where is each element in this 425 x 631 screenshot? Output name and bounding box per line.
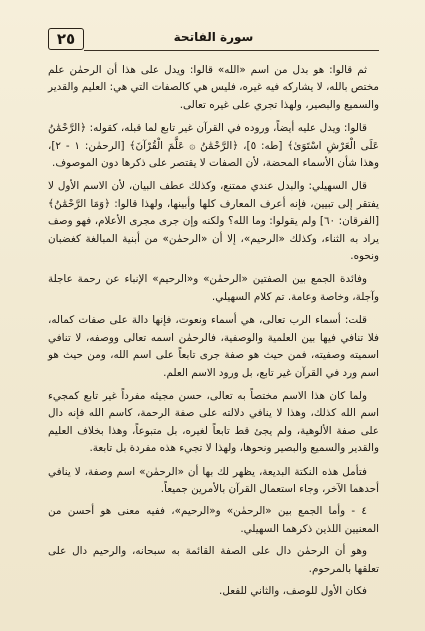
paragraph: قال السهيلي: والبدل عندي ممتنع، وكذلك عطف البيان، لأن الاسم الأول لا يفتقر إلى تبيين، فإنه أعرف المعارف كلها وأبينها، ولهذا قالوا: ﴿وَمَا الرَّحْمَٰنُ﴾ [الفرقان: ٦٠] ولم يقولوا: وما الله؟ ولكنه وإن جرى مجرى الأعلام، فهو وصف يراد به الثناء، وكذلك «الرحيم»، إلا أن «الرحمٰن» من أبنية المبالغة كغضبان ونحوه. (48, 180, 380, 263)
paragraph: وفائدة الجمع بين الصفتين «الرحمٰن» و«الرحيم» الإنباء عن رحمة عاجلة وآجلة، وخاصة وعامة. تم كلام السهيلي. (48, 273, 379, 303)
paragraph: فتأمل هذه النكتة البديعة، يظهر لك بها أن «الرحمٰن» اسم وصفة، لا ينافي أحدهما الآخر، وجاء استعمال القرآن بالأمرين جميعاً. (48, 465, 379, 495)
page-body (48, 62, 379, 605)
page-number: ٢٥ (48, 28, 84, 50)
paragraph: ٤ - وأما الجمع بين «الرحمٰن» و«الرحيم»، ففيه معنى هو أحسن من المعنيين اللذين ذكرهما السهيلي. (48, 505, 379, 535)
paragraph: ولما كان هذا الاسم مختصاً به تعالى، حسن مجيئه مفرداً غير تابع كمجيء اسم الله كذلك، وهذا لا ينافي دلالته على صفة الرحمة، كاسم الله فإنه دال على صفة الألوهية، ولم يجئ قط تابعاً لغيره، بل متبوعاً، وهذا بخلاف العليم والقدير والسميع والبصير ونحوها، ولهذا لا تجيء هذه مفردة بل تابعة. (48, 389, 379, 455)
paragraph: قلت: أسماء الرب تعالى، هي أسماء ونعوت، فإنها دالة على صفات كماله، فلا تنافي فيها بين العلمية والوصفية، فالرحمٰن اسمه تعالى ووصفه، لا تنافي اسميته وصفيته، فمن حيث هو صفة جرى تابعاً على اسم الله، ومن حيث هو اسم ورد في القرآن غير تابع، بل ورود الاسم العلم. (48, 314, 379, 379)
surah-title: سورة الفاتحة (173, 30, 254, 44)
paragraph: قالوا: ويدل عليه أيضاً، وروده في القرآن غير تابع لما قبله، كقوله: ﴿الرَّحْمَٰنُ عَلَى الْعَرْشِ اسْتَوَىٰ﴾ [طه: ٥]، ﴿الرَّحْمَٰنُ ۞ عَلَّمَ الْقُرْآنَ﴾ [الرحمٰن: ١ - ٢]، وهذا شأن الأسماء المحضة، لأن الصفات لا يقتصر على ذكرها دون الموصوف. (48, 122, 379, 170)
paragraph: فكان الأول للوصف، والثاني للفعل. (219, 584, 367, 597)
page-header (48, 26, 379, 56)
paragraph: ثم قالوا: هو بدل من اسم «الله» قالوا: ويدل على هذا أن الرحمٰن علم مختص بالله، لا يشاركه فيه غيره، فليس هي كالصفات التي هي: العليم والقدير والسميع والبصير، ولهذا تجري على غيره تعالى. (48, 64, 379, 111)
header-divider (84, 50, 379, 51)
paragraph: وهو أن الرحمٰن دال على الصفة القائمة به سبحانه، والرحيم دال على تعلقها بالمرحوم. (48, 545, 379, 575)
